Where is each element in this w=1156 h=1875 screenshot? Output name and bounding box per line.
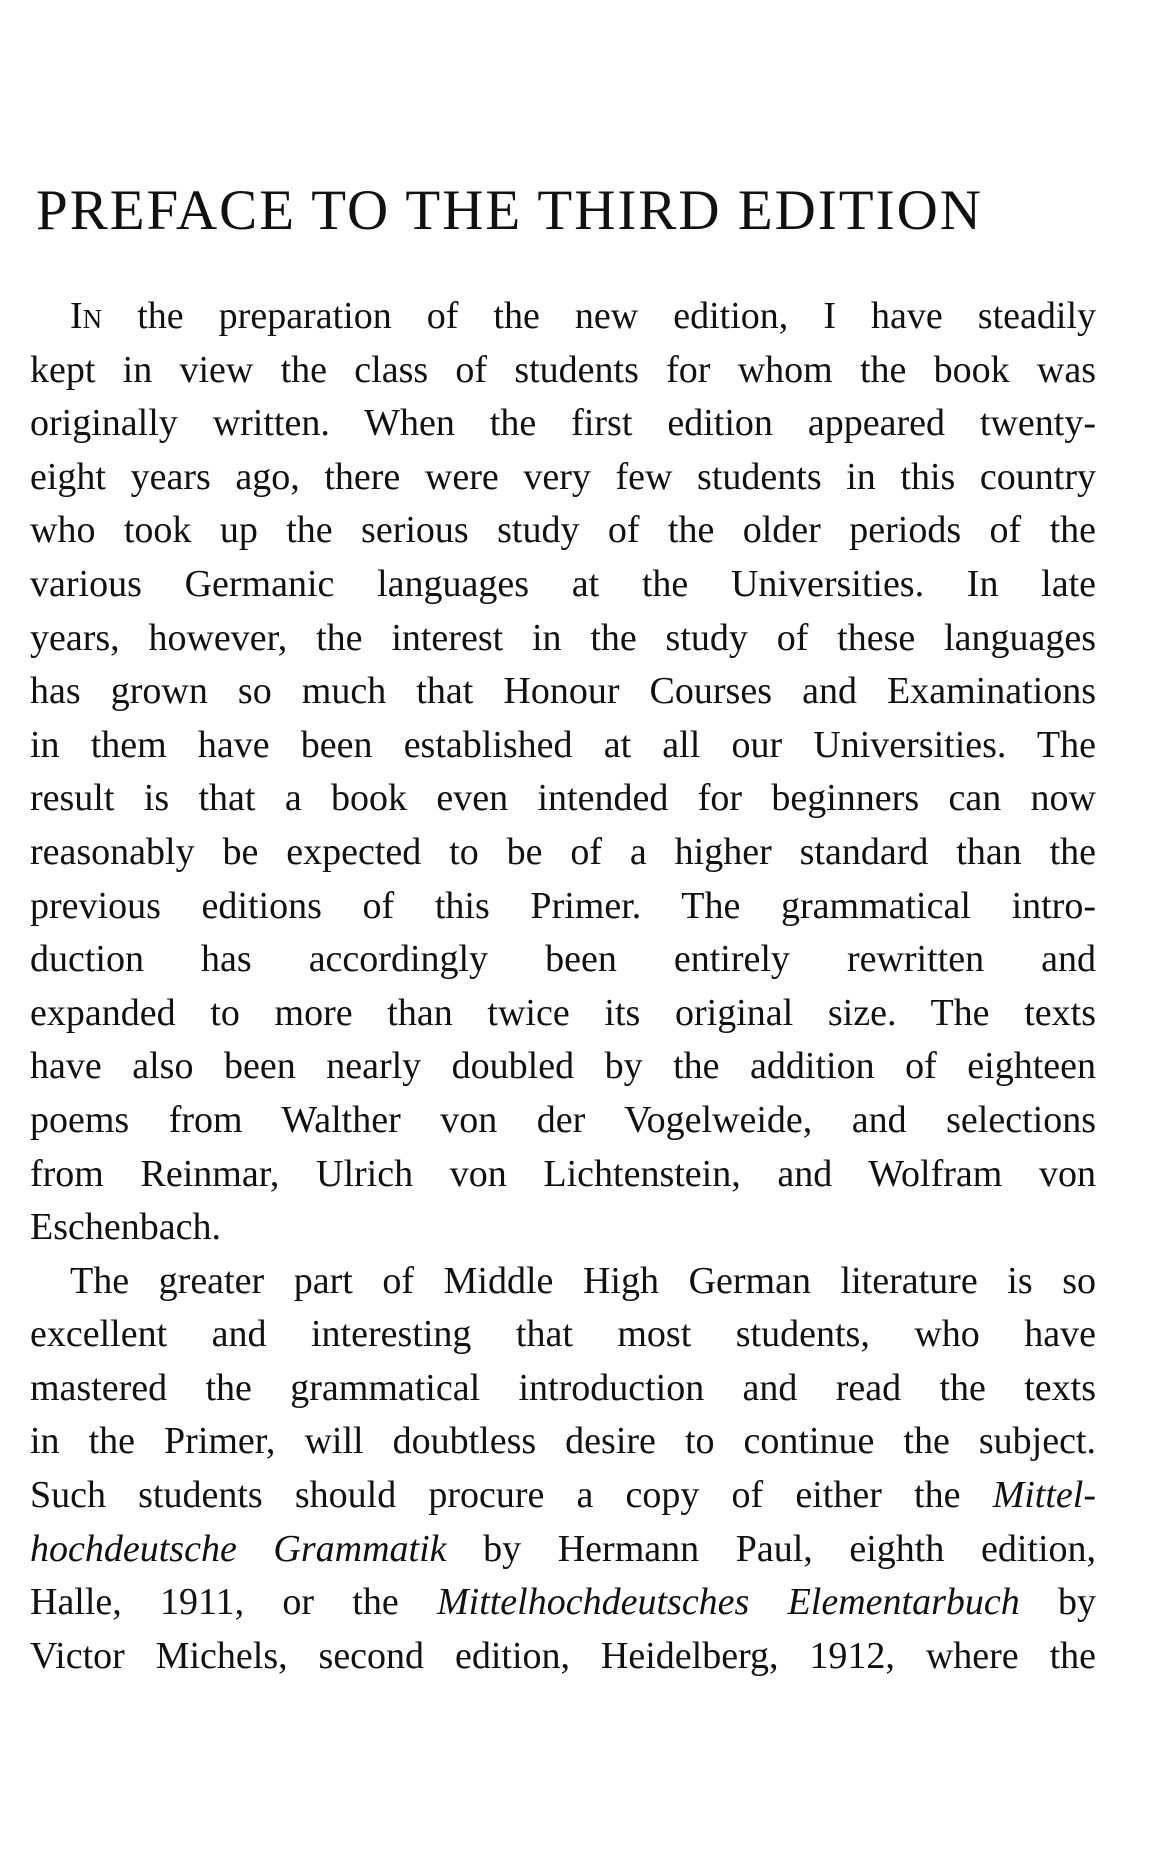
text-line: previous editions of this Primer. The grammatical intro- [30,884,1096,927]
paragraph-2 [30,1255,1096,1684]
text-line: duction has accordingly been entirely rewritten and [30,938,1096,981]
page-title: PREFACE TO THE THIRD EDITION [36,179,983,242]
text-line: originally written. When the first edition appeared twenty- [30,402,1096,445]
text-line: eight years ago, there were very few students in this country [30,455,1096,498]
text-line: Such students should procure a copy of either the Mittel- [30,1474,1096,1517]
book-title: Mittel- [992,1474,1096,1517]
text-line: kept in view the class of students for whom the book was [30,348,1096,391]
text-line: in the Primer, will doubtless desire to continue the subject. [30,1420,1096,1463]
text-line: has grown so much that Honour Courses and Examinations [30,670,1096,713]
text-line: hochdeutsche Grammatik by Hermann Paul, eighth edition, [30,1527,1096,1570]
text-line: poems from Walther von der Vogelweide, and selections [30,1098,1096,1141]
text-line: result is that a book even intended for beginners can now [30,777,1096,820]
text-line: who took up the serious study of the older periods of the [30,509,1096,552]
text-line: reasonably be expected to be of a higher standard than the [30,830,1096,873]
text-line: In the preparation of the new edition, I have steadily [70,295,1096,337]
text-line: years, however, the interest in the study of these languages [30,616,1096,659]
book-title: hochdeutsche Grammatik [30,1527,447,1570]
paragraph-1 [30,290,1096,1255]
text-line: expanded to more than twice its original size. The texts [30,991,1096,1034]
text-line: have also been nearly doubled by the addition of eighteen [30,1045,1096,1088]
text-line: excellent and interesting that most students, who have [30,1313,1096,1356]
text-line: The greater part of Middle High German literature is so [70,1259,1096,1302]
text-line: Halle, 1911, or the Mittelhochdeutsches Elementarbuch by [30,1581,1096,1624]
text-line: various Germanic languages at the Universities. In late [30,562,1096,605]
text-line: in them have been established at all our Universities. The [30,723,1096,766]
dropcap-word: In [70,295,103,337]
text-line: mastered the grammatical introduction and read the texts [30,1366,1096,1409]
text-line: Eschenbach. [30,1206,221,1249]
book-title: Mittelhochdeutsches Elementarbuch [436,1581,1020,1624]
text-line: from Reinmar, Ulrich von Lichtenstein, and Wolfram von [30,1152,1096,1195]
preface-body [30,290,1096,1683]
text-line: Victor Michels, second edition, Heidelberg, 1912, where the [30,1634,1096,1677]
